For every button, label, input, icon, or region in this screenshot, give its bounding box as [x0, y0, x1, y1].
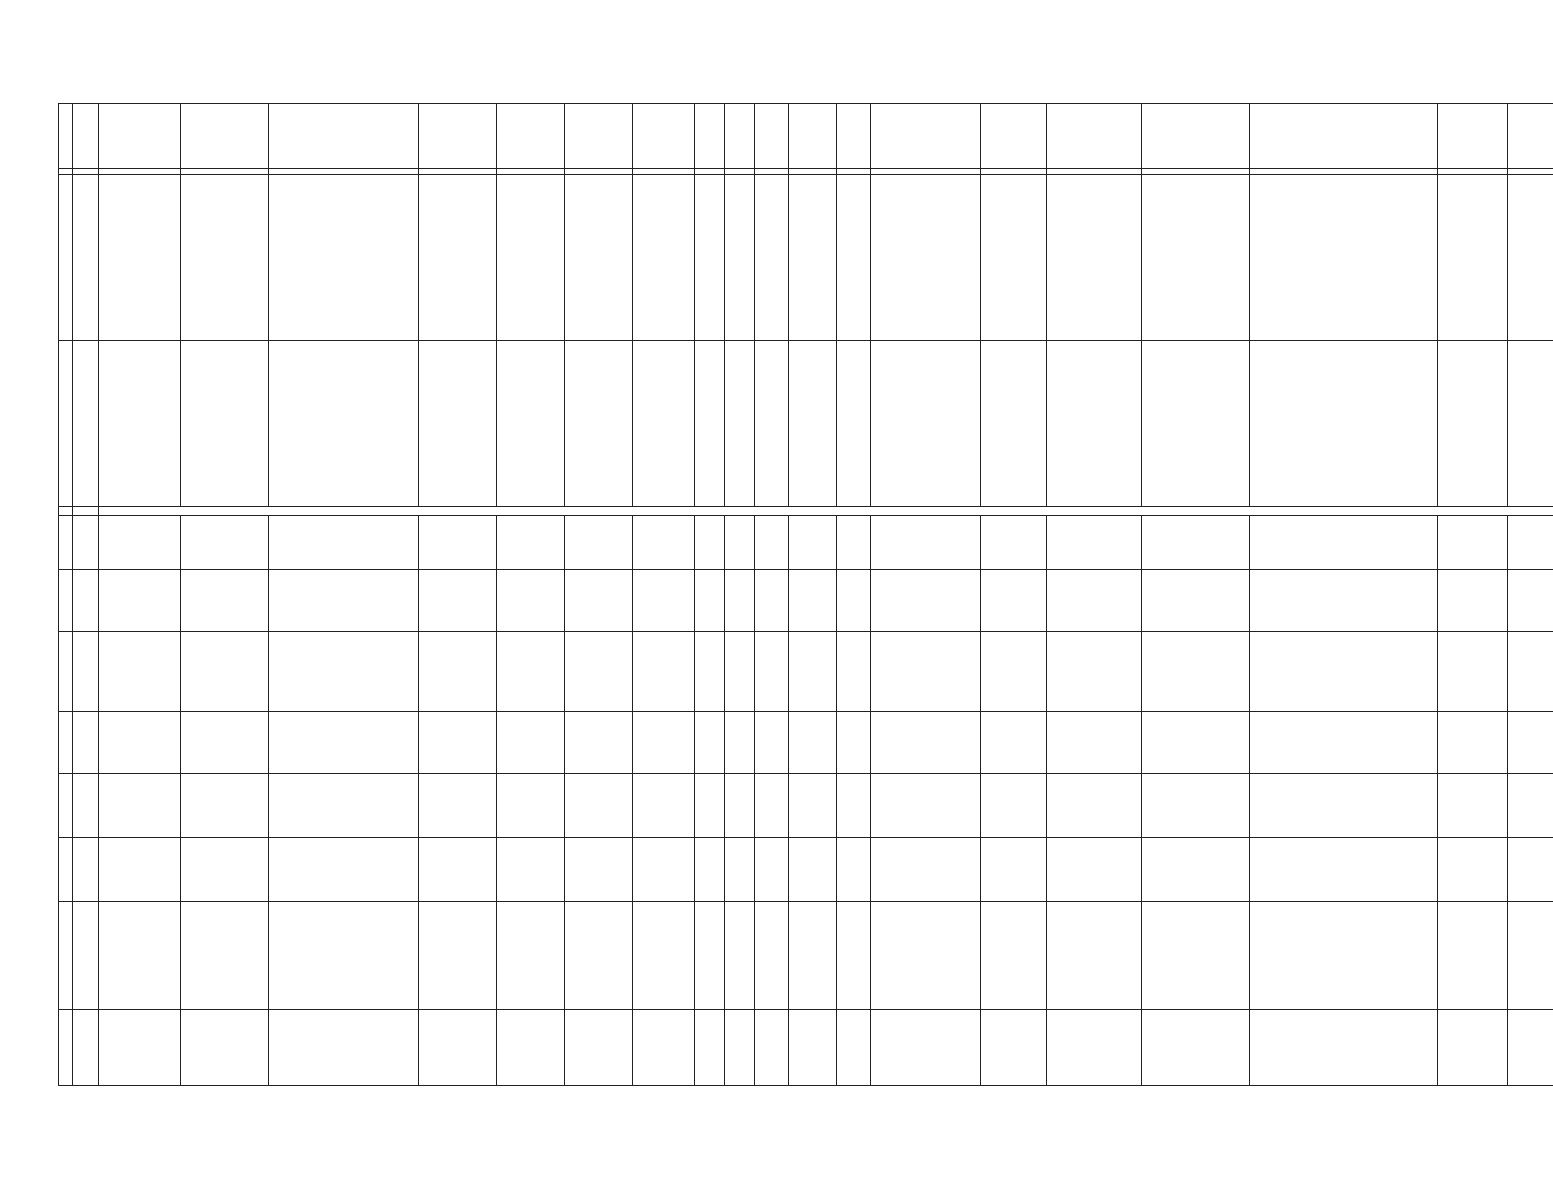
table-cell	[73, 712, 99, 774]
table-cell	[981, 175, 1047, 341]
table-cell	[419, 632, 497, 712]
table-cell	[1438, 712, 1508, 774]
table-cell	[1250, 902, 1438, 1010]
table-cell	[99, 1010, 181, 1086]
table-cell	[1508, 341, 1553, 507]
table-cell	[59, 175, 73, 341]
table-cell	[633, 341, 695, 507]
table-cell	[755, 175, 789, 341]
table-row	[59, 838, 1553, 902]
table-cell	[419, 516, 497, 570]
table-cell	[695, 341, 725, 507]
table-cell	[269, 712, 419, 774]
header-cell	[725, 104, 755, 169]
header-cell	[1508, 104, 1553, 169]
registry-table	[58, 103, 1553, 1086]
table-cell	[695, 175, 725, 341]
table-cell	[59, 341, 73, 507]
table-cell	[755, 341, 789, 507]
table-cell	[837, 1010, 871, 1086]
header-cell	[1250, 104, 1438, 169]
table-cell	[695, 1010, 725, 1086]
table-row	[59, 516, 1553, 570]
table-cell	[497, 774, 565, 838]
table-cell	[1250, 175, 1438, 341]
table-cell	[59, 570, 73, 632]
table-cell	[981, 838, 1047, 902]
table-cell	[837, 632, 871, 712]
table-cell	[419, 341, 497, 507]
table-cell	[725, 341, 755, 507]
table-cell	[1047, 774, 1142, 838]
table-row	[59, 632, 1553, 712]
header-cell	[419, 104, 497, 169]
table-cell	[633, 516, 695, 570]
table-cell	[1508, 774, 1553, 838]
table-row	[59, 341, 1553, 507]
header-cell	[269, 104, 419, 169]
table-cell	[1142, 570, 1250, 632]
table-cell	[981, 632, 1047, 712]
header-cell	[789, 104, 837, 169]
table-cell	[1142, 774, 1250, 838]
section-row	[59, 507, 1553, 516]
table-cell	[1047, 341, 1142, 507]
section-spacer	[59, 507, 73, 516]
header-cell	[181, 104, 269, 169]
table-cell	[181, 712, 269, 774]
table-cell	[73, 1010, 99, 1086]
table-cell	[1142, 712, 1250, 774]
table-row	[59, 570, 1553, 632]
table-cell	[1250, 632, 1438, 712]
table-cell	[565, 341, 633, 507]
table-cell	[1508, 175, 1553, 341]
table-cell	[565, 632, 633, 712]
table-cell	[181, 570, 269, 632]
table-cell	[725, 570, 755, 632]
table-cell	[59, 774, 73, 838]
table-cell	[1250, 341, 1438, 507]
header-cell	[99, 104, 181, 169]
table-cell	[725, 712, 755, 774]
table-cell	[789, 838, 837, 902]
table-cell	[497, 570, 565, 632]
header-cell	[1142, 104, 1250, 169]
table-cell	[73, 570, 99, 632]
table-cell	[633, 632, 695, 712]
table-cell	[1508, 902, 1553, 1010]
table-cell	[99, 838, 181, 902]
table-cell	[181, 341, 269, 507]
table-cell	[1047, 1010, 1142, 1086]
table-cell	[419, 838, 497, 902]
table-row	[59, 175, 1553, 341]
table-cell	[565, 516, 633, 570]
table-cell	[725, 516, 755, 570]
table-cell	[181, 516, 269, 570]
table-cell	[73, 516, 99, 570]
table-cell	[497, 902, 565, 1010]
table-cell	[497, 838, 565, 902]
table-cell	[419, 712, 497, 774]
table-cell	[633, 175, 695, 341]
table-cell	[1047, 570, 1142, 632]
table-cell	[837, 175, 871, 341]
table-cell	[837, 712, 871, 774]
header-cell	[871, 104, 981, 169]
table-cell	[1438, 774, 1508, 838]
table-cell	[725, 632, 755, 712]
table-cell	[755, 838, 789, 902]
table-cell	[1438, 902, 1508, 1010]
table-cell	[1250, 774, 1438, 838]
table-cell	[695, 516, 725, 570]
header-cell	[755, 104, 789, 169]
table-cell	[1438, 1010, 1508, 1086]
table-cell	[871, 774, 981, 838]
table-cell	[73, 632, 99, 712]
table-cell	[725, 902, 755, 1010]
table-cell	[99, 712, 181, 774]
table-cell	[789, 570, 837, 632]
table-cell	[565, 838, 633, 902]
table-cell	[181, 902, 269, 1010]
table-row	[59, 774, 1553, 838]
header-cell	[73, 104, 99, 169]
table-cell	[981, 902, 1047, 1010]
table-cell	[73, 838, 99, 902]
table-cell	[981, 570, 1047, 632]
table-cell	[565, 712, 633, 774]
table-cell	[981, 1010, 1047, 1086]
table-cell	[269, 1010, 419, 1086]
header-cell	[981, 104, 1047, 169]
header-cell	[1047, 104, 1142, 169]
table-cell	[497, 632, 565, 712]
table-cell	[269, 175, 419, 341]
header-cell	[695, 104, 725, 169]
table-cell	[99, 175, 181, 341]
table-cell	[1047, 902, 1142, 1010]
table-cell	[269, 632, 419, 712]
table-cell	[789, 632, 837, 712]
table-cell	[419, 774, 497, 838]
table-cell	[755, 774, 789, 838]
table-cell	[181, 1010, 269, 1086]
table-cell	[565, 1010, 633, 1086]
table-cell	[565, 902, 633, 1010]
header-cell	[59, 104, 73, 169]
table-cell	[871, 902, 981, 1010]
table-cell	[633, 712, 695, 774]
table-cell	[99, 341, 181, 507]
table-cell	[1142, 341, 1250, 507]
table-cell	[1142, 175, 1250, 341]
table-cell	[1250, 1010, 1438, 1086]
table-cell	[419, 175, 497, 341]
table-cell	[1250, 570, 1438, 632]
table-cell	[695, 774, 725, 838]
table-cell	[1508, 516, 1553, 570]
table-cell	[565, 175, 633, 341]
table-cell	[59, 632, 73, 712]
table-cell	[981, 774, 1047, 838]
table-cell	[565, 570, 633, 632]
table-cell	[1438, 838, 1508, 902]
table-cell	[695, 838, 725, 902]
table-row	[59, 902, 1553, 1010]
table-cell	[1142, 1010, 1250, 1086]
table-cell	[725, 774, 755, 838]
table-cell	[59, 712, 73, 774]
table-cell	[837, 341, 871, 507]
table-cell	[871, 175, 981, 341]
table-cell	[1438, 570, 1508, 632]
table-cell	[73, 902, 99, 1010]
table-cell	[633, 1010, 695, 1086]
table-cell	[269, 341, 419, 507]
table-cell	[725, 838, 755, 902]
table-cell	[99, 632, 181, 712]
table-cell	[1250, 838, 1438, 902]
table-cell	[181, 175, 269, 341]
table-cell	[269, 774, 419, 838]
table-cell	[181, 838, 269, 902]
table-cell	[73, 341, 99, 507]
table-cell	[871, 632, 981, 712]
table-cell	[1438, 516, 1508, 570]
table-cell	[1438, 632, 1508, 712]
table-cell	[981, 516, 1047, 570]
table-cell	[871, 1010, 981, 1086]
table-cell	[755, 712, 789, 774]
table-cell	[497, 341, 565, 507]
table-cell	[755, 516, 789, 570]
table-cell	[871, 341, 981, 507]
header-cell	[837, 104, 871, 169]
table-cell	[59, 838, 73, 902]
table-cell	[789, 902, 837, 1010]
table-cell	[59, 516, 73, 570]
table-cell	[1250, 712, 1438, 774]
table-row	[59, 1010, 1553, 1086]
table-cell	[837, 570, 871, 632]
table-cell	[633, 902, 695, 1010]
table-cell	[1142, 632, 1250, 712]
table-cell	[419, 570, 497, 632]
table-row	[59, 712, 1553, 774]
header-cell	[497, 104, 565, 169]
table-cell	[1508, 632, 1553, 712]
table-cell	[419, 1010, 497, 1086]
table-cell	[181, 632, 269, 712]
table-cell	[1438, 341, 1508, 507]
table-cell	[837, 838, 871, 902]
table-cell	[269, 838, 419, 902]
table-cell	[981, 341, 1047, 507]
table-cell	[565, 774, 633, 838]
table-cell	[837, 516, 871, 570]
table-cell	[755, 570, 789, 632]
table-cell	[59, 1010, 73, 1086]
table-cell	[73, 175, 99, 341]
table-cell	[1250, 516, 1438, 570]
table-cell	[871, 570, 981, 632]
table-cell	[1047, 516, 1142, 570]
table-cell	[633, 570, 695, 632]
table-cell	[99, 570, 181, 632]
table-cell	[725, 1010, 755, 1086]
table-cell	[1508, 570, 1553, 632]
table-cell	[695, 712, 725, 774]
table-cell	[99, 516, 181, 570]
table-cell	[1438, 175, 1508, 341]
table-cell	[1142, 516, 1250, 570]
table-cell	[269, 516, 419, 570]
table-cell	[269, 902, 419, 1010]
table-cell	[1508, 838, 1553, 902]
table-cell	[789, 774, 837, 838]
table-cell	[871, 712, 981, 774]
table-cell	[497, 516, 565, 570]
table-cell	[73, 774, 99, 838]
table-cell	[755, 902, 789, 1010]
section-number	[73, 507, 99, 516]
table-cell	[633, 774, 695, 838]
table-cell	[871, 838, 981, 902]
table-cell	[695, 632, 725, 712]
table-cell	[1047, 838, 1142, 902]
table-cell	[99, 774, 181, 838]
table-cell	[419, 902, 497, 1010]
table-cell	[755, 632, 789, 712]
table-cell	[59, 902, 73, 1010]
table-cell	[789, 516, 837, 570]
table-cell	[1508, 1010, 1553, 1086]
table-cell	[789, 341, 837, 507]
section-title	[99, 507, 1553, 516]
table-body	[59, 169, 1553, 1086]
table-cell	[695, 902, 725, 1010]
table-cell	[837, 902, 871, 1010]
header-cell	[565, 104, 633, 169]
table-cell	[695, 570, 725, 632]
table-cell	[269, 570, 419, 632]
table-cell	[633, 838, 695, 902]
table-cell	[789, 1010, 837, 1086]
table-cell	[1142, 902, 1250, 1010]
table-cell	[837, 774, 871, 838]
table-cell	[789, 175, 837, 341]
table-cell	[1047, 175, 1142, 341]
header-cell	[1438, 104, 1508, 169]
header-cell	[633, 104, 695, 169]
table-cell	[181, 774, 269, 838]
table-cell	[725, 175, 755, 341]
table-cell	[1047, 632, 1142, 712]
table-cell	[789, 712, 837, 774]
table-cell	[755, 1010, 789, 1086]
table-cell	[981, 712, 1047, 774]
header-row	[59, 104, 1553, 169]
table-cell	[871, 516, 981, 570]
table-cell	[497, 175, 565, 341]
table-cell	[99, 902, 181, 1010]
table-cell	[1047, 712, 1142, 774]
table-cell	[1508, 712, 1553, 774]
table-cell	[497, 1010, 565, 1086]
table-cell	[497, 712, 565, 774]
table-cell	[1142, 838, 1250, 902]
